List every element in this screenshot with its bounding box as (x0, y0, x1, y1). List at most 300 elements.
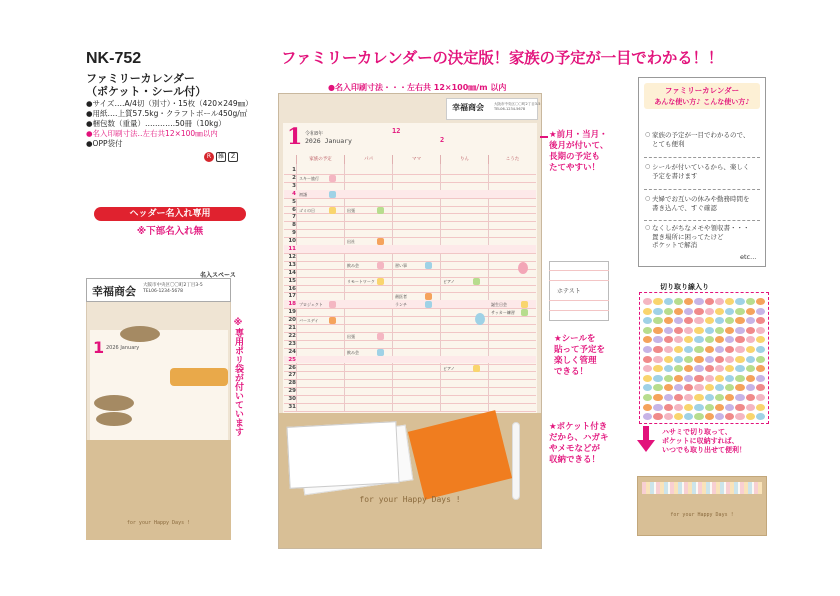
sticker-dot (746, 384, 755, 391)
sticker-row (643, 336, 765, 344)
sticker-dot (756, 404, 765, 411)
schedule-memo: 初詣 (299, 191, 307, 197)
next-month-number: 2 (440, 136, 445, 144)
day-rule (284, 182, 536, 183)
sticker-dot (735, 327, 744, 334)
zoom-rule (549, 300, 609, 301)
sticker-dot (643, 404, 652, 411)
day-number: 25 (288, 356, 296, 363)
sticker-dot (715, 308, 724, 315)
schedule-sticker (425, 262, 432, 269)
sticker-dot (653, 327, 662, 334)
cut-line: ハサミで切り取って、 (662, 428, 732, 436)
sticker-dot (643, 308, 652, 315)
sticker-dot (725, 404, 734, 411)
day-rule (284, 174, 536, 175)
callout-months (549, 130, 608, 174)
day-rule (284, 340, 536, 341)
schedule-sticker (425, 301, 432, 308)
sticker-dot (735, 336, 744, 343)
sunday-band (284, 245, 536, 253)
schedule-sticker (329, 301, 336, 308)
sticker-row (643, 308, 765, 316)
sticker-dot (735, 298, 744, 305)
sticker-dot (715, 384, 724, 391)
zoom-rule (549, 310, 609, 311)
sticker-dot (664, 384, 673, 391)
sticker-dot (684, 394, 693, 401)
callout-line: やメモなどが (549, 444, 601, 454)
sticker-dot (756, 375, 765, 382)
schedule-sticker (377, 333, 384, 340)
day-number: 4 (292, 190, 296, 197)
schedule-sticker (473, 365, 480, 372)
balloon-sticker (518, 262, 528, 274)
sticker-dot (746, 394, 755, 401)
sticker-dot (653, 413, 662, 420)
day-rule (284, 221, 536, 222)
day-rule (284, 277, 536, 278)
spec-paper: ●用紙‥‥上質57.5kg・クラフトボール450g/㎡ (86, 109, 248, 118)
sticker-dot (684, 375, 693, 382)
day-rule (284, 269, 536, 270)
column-header: パパ (344, 155, 392, 164)
sticker-dot (653, 384, 662, 391)
day-rule (284, 253, 536, 254)
callout-line: 後月が付いて、 (549, 141, 609, 151)
sticker-dot (756, 298, 765, 305)
headline: ファミリーカレンダーの決定版！家族の予定が一目でわかる！！ (281, 49, 724, 67)
sticker-dot (735, 356, 744, 363)
sticker-dot (664, 394, 673, 401)
day-rule (284, 348, 536, 349)
sticker-dot (735, 365, 744, 372)
schedule-memo: スキー旅行 (299, 175, 319, 181)
schedule-memo: バースデイ (299, 318, 319, 324)
sticker-dot (684, 327, 693, 334)
sticker-dot (746, 327, 755, 334)
column-header: りん (440, 155, 488, 164)
callout-line: ★ポケット付き (549, 422, 608, 432)
usage-line: ○ シールが付いているから、楽しく (652, 163, 750, 171)
sticker-dot (694, 308, 703, 315)
paper-icon: 雑 (217, 153, 224, 160)
sticker-dot (684, 384, 693, 391)
day-rule (284, 324, 536, 325)
day-rule (284, 229, 536, 230)
schedule-memo: 出社 (347, 239, 355, 245)
sticker-dot (746, 308, 755, 315)
month-number: 1 (287, 124, 303, 150)
schedule-sticker (425, 293, 432, 300)
sticker-dot (643, 394, 652, 401)
callout-sticker (554, 334, 605, 378)
sticker-dot (674, 404, 683, 411)
sticker-dot (664, 375, 673, 382)
zoom-rule (549, 270, 609, 271)
schedule-memo: 出張 (347, 207, 355, 213)
sticker-dot (694, 356, 703, 363)
schedule-sticker (329, 191, 336, 198)
sticker-dot (674, 336, 683, 343)
usage-divider (644, 189, 760, 190)
sticker-dot (725, 375, 734, 382)
usage-line: 書き込んで、すぐ確認 (652, 203, 717, 212)
sticker-row (643, 375, 765, 383)
usage-line: とても便利 (652, 139, 685, 148)
day-rule (284, 411, 536, 412)
sticker-dot (746, 375, 755, 382)
sticker-dot (705, 298, 714, 305)
sticker-dot (705, 404, 714, 411)
sticker-dot (705, 356, 714, 363)
column-divider (440, 164, 441, 412)
sticker-dot (705, 365, 714, 372)
day-number: 31 (288, 404, 296, 410)
schedule-memo: 習い事 (395, 262, 407, 268)
sticker-dot (735, 394, 744, 401)
day-number: 7 (292, 214, 296, 221)
spec-size: ●サイズ‥‥A/4切（別寸）・15枚（420×249㎜） (86, 99, 253, 108)
sticker-dot (674, 356, 683, 363)
sticker-dot (643, 298, 652, 305)
z-mark-icon: Z (228, 152, 238, 162)
schedule-memo: 飲み会 (347, 349, 359, 355)
sticker-dot (653, 336, 662, 343)
sticker-dot (643, 336, 652, 343)
schedule-sticker (521, 301, 528, 308)
sticker-dot (694, 413, 703, 420)
schedule-sticker (377, 207, 384, 214)
day-number: 14 (288, 269, 296, 276)
day-rule (284, 364, 536, 365)
sticker-dot (746, 404, 755, 411)
sticker-dot (653, 394, 662, 401)
column-divider (488, 164, 489, 412)
sticker-dot (653, 346, 662, 353)
day-number: 23 (288, 340, 296, 347)
small-bubble (96, 412, 132, 426)
callout-line: たてやすい！ (549, 163, 601, 173)
sticker-dot (705, 413, 714, 420)
column-divider (392, 164, 393, 412)
schedule-sticker (521, 309, 528, 316)
no-bottom-imprint-note: ※下部名入れ無 (136, 226, 204, 237)
sticker-dot (746, 365, 755, 372)
small-month-number: 1 (93, 338, 105, 357)
usage-line: ○ なくしがちなメモや領収書・・・ (652, 224, 750, 232)
cut-line: いつでも取り出せて便利！ (662, 446, 746, 454)
day-number: 15 (288, 277, 296, 284)
sunday-band (284, 190, 536, 198)
cut-line: ポケットに収納すれば、 (662, 437, 739, 445)
schedule-sticker (377, 238, 384, 245)
day-rule (284, 316, 536, 317)
pocket-detail-text: for your Happy Days ! (670, 512, 734, 518)
usage-line: 置き場所に困ってたけど (652, 232, 724, 241)
small-year-label: 2026 January (106, 345, 140, 351)
sticker-dot (725, 336, 734, 343)
sticker-row (643, 346, 765, 354)
sticker-dot (735, 413, 744, 420)
sticker-dot (756, 394, 765, 401)
day-rule (284, 213, 536, 214)
spec-imprint: ●名入印刷寸法‥左右共12×100㎜以内 (86, 129, 218, 138)
sticker-dot (664, 336, 673, 343)
schedule-memo: 飲み会 (347, 262, 359, 268)
sticker-dot (756, 413, 765, 420)
usage-item (645, 163, 763, 180)
column-headers (296, 155, 536, 164)
day-number: 26 (288, 364, 296, 371)
small-bubble (94, 395, 134, 411)
schedule-memo: 出張 (347, 333, 355, 339)
sticker-dot (653, 404, 662, 411)
sticker-dot (735, 375, 744, 382)
balloon-sticker (475, 313, 485, 325)
small-shop-name: 幸福商会 (92, 285, 136, 298)
schedule-sticker (377, 349, 384, 356)
sticker-dot (664, 404, 673, 411)
callout-pocket (549, 422, 609, 466)
sticker-dot (684, 404, 693, 411)
schedule-memo: ピアノ (443, 365, 455, 371)
model-number: NK-752 (86, 50, 142, 67)
sticker-dot (684, 298, 693, 305)
sticker-row (643, 317, 765, 325)
usage-line: ○ 夫婦でお互いの休みや勤務時間を (652, 195, 750, 203)
callout-line: だから、ハガキ (549, 433, 609, 443)
cut-instructions (662, 428, 746, 455)
sticker-dot (664, 413, 673, 420)
sticker-dot (694, 298, 703, 305)
sticker-dot (746, 413, 755, 420)
sticker-dot (684, 346, 693, 353)
sticker-dot (653, 298, 662, 305)
address-line: 大阪市中央区〇〇町2丁目3-5 (494, 102, 541, 106)
sticker-dot (725, 384, 734, 391)
sticker-zoom-text: ホテスト (557, 288, 581, 295)
usage-divider (644, 220, 760, 221)
sticker-dot (746, 346, 755, 353)
sticker-dot (674, 308, 683, 315)
usage-divider (644, 157, 760, 158)
sticker-dot (694, 365, 703, 372)
sticker-dot (694, 346, 703, 353)
sticker-dot (694, 336, 703, 343)
usage-line: ○ 家族の予定が一目でわかるので、 (652, 131, 750, 139)
day-rule (284, 237, 536, 238)
sticker-dot (694, 394, 703, 401)
small-family-badge (170, 368, 228, 386)
sticker-dot (674, 375, 683, 382)
sticker-dot (694, 375, 703, 382)
schedule-memo: 歯医者 (395, 294, 407, 300)
sticker-dot (715, 327, 724, 334)
day-number: 10 (288, 238, 296, 245)
usage-subtitle: あんな使い方♪ こんな使い方♪ (654, 98, 750, 106)
usage-etc: etc... (740, 253, 757, 261)
day-number: 29 (288, 388, 296, 395)
sticker-dot (725, 356, 734, 363)
usage-line: ポケットで解消 (652, 241, 698, 249)
sticker-dot (715, 298, 724, 305)
sticker-dot (715, 394, 724, 401)
recycle-icon: R (204, 152, 214, 162)
day-number: 5 (292, 198, 296, 205)
column-header: ママ (392, 155, 440, 164)
sticker-dot (694, 404, 703, 411)
sticker-dot (664, 356, 673, 363)
schedule-memo: リモートワーク (347, 278, 375, 284)
sticker-dot (715, 375, 724, 382)
sticker-dot (674, 298, 683, 305)
era-label: 令和8年 (305, 131, 324, 137)
sticker-row (643, 365, 765, 373)
name-space-label: 名入スペース (200, 272, 236, 279)
usage-line: 予定を書けます (652, 171, 698, 180)
day-number: 13 (288, 261, 296, 268)
sticker-dot (705, 384, 714, 391)
sticker-dot (684, 413, 693, 420)
sticker-dot (664, 317, 673, 324)
sticker-dot (653, 375, 662, 382)
sticker-dot (746, 298, 755, 305)
sticker-dot (715, 356, 724, 363)
schedule-memo: ピアノ (443, 278, 455, 284)
day-number: 24 (288, 348, 296, 355)
sticker-dot (746, 317, 755, 324)
product-subname: （ポケット・シール付） (86, 85, 207, 98)
sticker-dot (725, 327, 734, 334)
sticker-dot (705, 375, 714, 382)
day-number: 30 (288, 396, 296, 403)
sticker-dot (746, 336, 755, 343)
schedule-memo: サッカー練習 (491, 310, 515, 316)
material-icons (204, 152, 238, 162)
sticker-dot (684, 356, 693, 363)
header-imprint-badge: ヘッダー名入れ専用 (94, 207, 246, 221)
day-number: 28 (288, 380, 296, 387)
schedule-memo: プロジェクト (299, 302, 323, 308)
day-number: 6 (292, 206, 296, 213)
shop-name: 幸福商会 (452, 102, 484, 112)
usage-item (645, 131, 763, 148)
sticker-dot (705, 327, 714, 334)
sticker-row (643, 327, 765, 335)
sticker-dot (756, 327, 765, 334)
sticker-dot (735, 346, 744, 353)
sticker-dot (715, 404, 724, 411)
sunday-band (284, 356, 536, 364)
year-label: 2026 January (305, 137, 352, 145)
sticker-dot (653, 308, 662, 315)
small-shop-address (143, 283, 203, 294)
schedule-sticker (377, 262, 384, 269)
sticker-row (643, 384, 765, 392)
sticker-dot (715, 317, 724, 324)
column-header: こうた (488, 155, 536, 164)
sticker-dot (694, 384, 703, 391)
sticker-dot (694, 327, 703, 334)
schedule-sticker (329, 317, 336, 324)
sticker-dot (735, 384, 744, 391)
down-arrow-icon (637, 440, 655, 452)
column-divider (344, 164, 345, 412)
prev-month-mini (392, 127, 436, 151)
sticker-dot (674, 327, 683, 334)
sticker-dot (725, 317, 734, 324)
sticker-dot (674, 317, 683, 324)
day-number: 22 (288, 332, 296, 339)
sticker-dot (643, 317, 652, 324)
sticker-dot (756, 336, 765, 343)
callout-line: できる！ (554, 367, 589, 377)
schedule-sticker (329, 175, 336, 182)
day-rule (284, 387, 536, 388)
day-number: 12 (288, 253, 296, 260)
sticker-dot (674, 413, 683, 420)
sticker-dot (756, 356, 765, 363)
zoom-rule (549, 280, 609, 281)
day-number: 20 (288, 317, 296, 324)
callout-line: 楽しく管理 (554, 356, 597, 366)
usage-title: ファミリーカレンダー (664, 86, 740, 95)
sticker-dot (715, 365, 724, 372)
day-rule (284, 395, 536, 396)
prev-month-number: 12 (392, 127, 401, 135)
phone-line: TEL06-1234-5678 (494, 106, 526, 111)
sticker-dot (725, 308, 734, 315)
pocket-text: for your Happy Days ! (359, 495, 461, 504)
sticker-dot (643, 365, 652, 372)
day-number: 9 (292, 230, 296, 237)
pocket-sticker-strip (642, 482, 762, 494)
day-number: 3 (292, 182, 296, 189)
address-line: 大阪市中央区〇〇町2丁目3-5 (143, 283, 203, 288)
day-rule (284, 403, 536, 404)
day-number: 27 (288, 372, 296, 379)
sticker-dot (735, 404, 744, 411)
sticker-dot (674, 394, 683, 401)
day-rule (284, 206, 536, 207)
sticker-dot (643, 327, 652, 334)
sticker-dot (664, 365, 673, 372)
sticker-dot (756, 317, 765, 324)
sticker-dot (715, 413, 724, 420)
sticker-dot (705, 317, 714, 324)
spec-pack: ●梱包数（重量）‥‥‥‥‥‥50冊（10kg） (86, 119, 226, 128)
sticker-dot (653, 356, 662, 363)
sticker-row (643, 404, 765, 412)
day-number: 1 (292, 167, 296, 173)
day-rule (284, 261, 536, 262)
day-number: 16 (288, 285, 296, 292)
sticker-dot (674, 346, 683, 353)
small-pocket-text: for your Happy Days ! (126, 520, 191, 526)
sticker-dot (705, 336, 714, 343)
day-number: 11 (288, 246, 296, 252)
sticker-dot (715, 336, 724, 343)
column-divider (296, 164, 297, 412)
column-header: 家族の予定 (296, 155, 344, 164)
sticker-dot (735, 317, 744, 324)
sticker-dot (725, 413, 734, 420)
sticker-dot (756, 346, 765, 353)
callout-line: 長期の予定も (549, 152, 601, 162)
sticker-dot (664, 327, 673, 334)
sticker-dot (684, 365, 693, 372)
